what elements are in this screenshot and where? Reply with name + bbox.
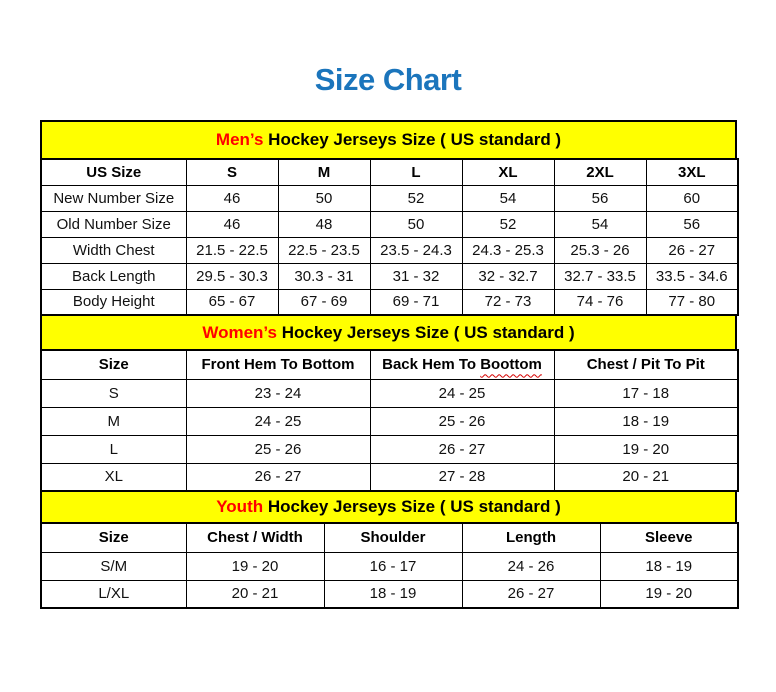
column-header: 2XL xyxy=(554,159,646,185)
banner-text-youth: Hockey Jerseys Size ( US standard ) xyxy=(263,497,561,516)
table-cell: 48 xyxy=(278,211,370,237)
table-cell: 18 - 19 xyxy=(554,407,738,435)
table-cell: 18 - 19 xyxy=(324,580,462,608)
section-banner-youth xyxy=(40,490,737,524)
table-row xyxy=(41,407,738,435)
row-label: S/M xyxy=(41,552,186,580)
banner-text-womens: Hockey Jerseys Size ( US standard ) xyxy=(276,322,575,342)
table-header-row xyxy=(41,159,738,185)
table-cell: 54 xyxy=(462,185,554,211)
table-cell: 56 xyxy=(646,211,738,237)
column-header: Size xyxy=(41,350,186,379)
table-cell: 17 - 18 xyxy=(554,379,738,407)
table-cell: 46 xyxy=(186,211,278,237)
row-label: XL xyxy=(41,463,186,491)
table-cell: 20 - 21 xyxy=(186,580,324,608)
table-row xyxy=(41,552,738,580)
table-row xyxy=(41,185,738,211)
section-banner-mens xyxy=(40,120,737,160)
table-cell: 33.5 - 34.6 xyxy=(646,263,738,289)
table-header-row xyxy=(41,350,738,379)
table-cell: 32 - 32.7 xyxy=(462,263,554,289)
table-row xyxy=(41,379,738,407)
row-label: M xyxy=(41,407,186,435)
column-header: Chest / Width xyxy=(186,523,324,552)
table-cell: 60 xyxy=(646,185,738,211)
banner-text-mens: Hockey Jerseys Size ( US standard ) xyxy=(263,130,562,149)
table-cell: 23 - 24 xyxy=(186,379,370,407)
column-header-text: Back Hem To xyxy=(382,356,481,374)
section-banner-womens xyxy=(40,314,737,351)
table-cell: 19 - 20 xyxy=(186,552,324,580)
table-cell: 52 xyxy=(462,211,554,237)
table-cell: 31 - 32 xyxy=(370,263,462,289)
table-cell: 77 - 80 xyxy=(646,289,738,315)
row-label: L xyxy=(41,435,186,463)
size-table-mens xyxy=(40,158,739,316)
table-row xyxy=(41,263,738,289)
column-header: Length xyxy=(462,523,600,552)
row-label: S xyxy=(41,379,186,407)
size-chart-stack xyxy=(40,120,737,609)
table-cell: 24.3 - 25.3 xyxy=(462,237,554,263)
row-label: Body Height xyxy=(41,289,186,315)
table-cell: 19 - 20 xyxy=(600,580,738,608)
column-header: Size xyxy=(41,523,186,552)
size-table-youth xyxy=(40,522,739,609)
table-cell: 72 - 73 xyxy=(462,289,554,315)
table-cell: 29.5 - 30.3 xyxy=(186,263,278,289)
column-header: 3XL xyxy=(646,159,738,185)
table-cell: 56 xyxy=(554,185,646,211)
column-header: Front Hem To Bottom xyxy=(186,350,370,379)
table-cell: 52 xyxy=(370,185,462,211)
column-header: XL xyxy=(462,159,554,185)
column-header: S xyxy=(186,159,278,185)
table-row xyxy=(41,289,738,315)
table-cell: 24 - 25 xyxy=(186,407,370,435)
table-cell: 25 - 26 xyxy=(186,435,370,463)
table-cell: 46 xyxy=(186,185,278,211)
table-cell: 24 - 25 xyxy=(370,379,554,407)
table-cell: 27 - 28 xyxy=(370,463,554,491)
table-cell: 24 - 26 xyxy=(462,552,600,580)
table-cell: 26 - 27 xyxy=(370,435,554,463)
column-header-misspelled xyxy=(370,350,554,379)
banner-highlight-mens: Men’s xyxy=(215,130,264,149)
column-header: Chest / Pit To Pit xyxy=(554,350,738,379)
table-cell: 18 - 19 xyxy=(600,552,738,580)
table-cell: 26 - 27 xyxy=(646,237,738,263)
row-label: L/XL xyxy=(41,580,186,608)
table-cell: 16 - 17 xyxy=(324,552,462,580)
table-cell: 25.3 - 26 xyxy=(554,237,646,263)
banner-highlight-womens: Women’s xyxy=(202,322,277,342)
row-label: Back Length xyxy=(41,263,186,289)
table-cell: 25 - 26 xyxy=(370,407,554,435)
page-title: Size Chart xyxy=(314,62,462,97)
table-cell: 19 - 20 xyxy=(554,435,738,463)
table-cell: 22.5 - 23.5 xyxy=(278,237,370,263)
table-row xyxy=(41,463,738,491)
table-cell: 30.3 - 31 xyxy=(278,263,370,289)
table-cell: 20 - 21 xyxy=(554,463,738,491)
table-cell: 50 xyxy=(278,185,370,211)
column-header: Sleeve xyxy=(600,523,738,552)
table-cell: 21.5 - 22.5 xyxy=(186,237,278,263)
table-cell: 50 xyxy=(370,211,462,237)
row-label: Old Number Size xyxy=(41,211,186,237)
row-label: New Number Size xyxy=(41,185,186,211)
column-header: Shoulder xyxy=(324,523,462,552)
misspelled-word: Boottom xyxy=(480,356,542,374)
column-header: L xyxy=(370,159,462,185)
row-label: Width Chest xyxy=(41,237,186,263)
table-cell: 74 - 76 xyxy=(554,289,646,315)
table-cell: 26 - 27 xyxy=(186,463,370,491)
table-header-row xyxy=(41,523,738,552)
table-cell: 26 - 27 xyxy=(462,580,600,608)
table-row xyxy=(41,580,738,608)
table-row xyxy=(41,211,738,237)
column-header: US Size xyxy=(41,159,186,185)
table-cell: 23.5 - 24.3 xyxy=(370,237,462,263)
column-header: M xyxy=(278,159,370,185)
table-cell: 67 - 69 xyxy=(278,289,370,315)
table-row xyxy=(41,237,738,263)
table-cell: 54 xyxy=(554,211,646,237)
banner-highlight-youth: Youth xyxy=(216,497,264,516)
table-cell: 32.7 - 33.5 xyxy=(554,263,646,289)
table-row xyxy=(41,435,738,463)
table-cell: 65 - 67 xyxy=(186,289,278,315)
table-cell: 69 - 71 xyxy=(370,289,462,315)
size-table-womens xyxy=(40,349,739,492)
